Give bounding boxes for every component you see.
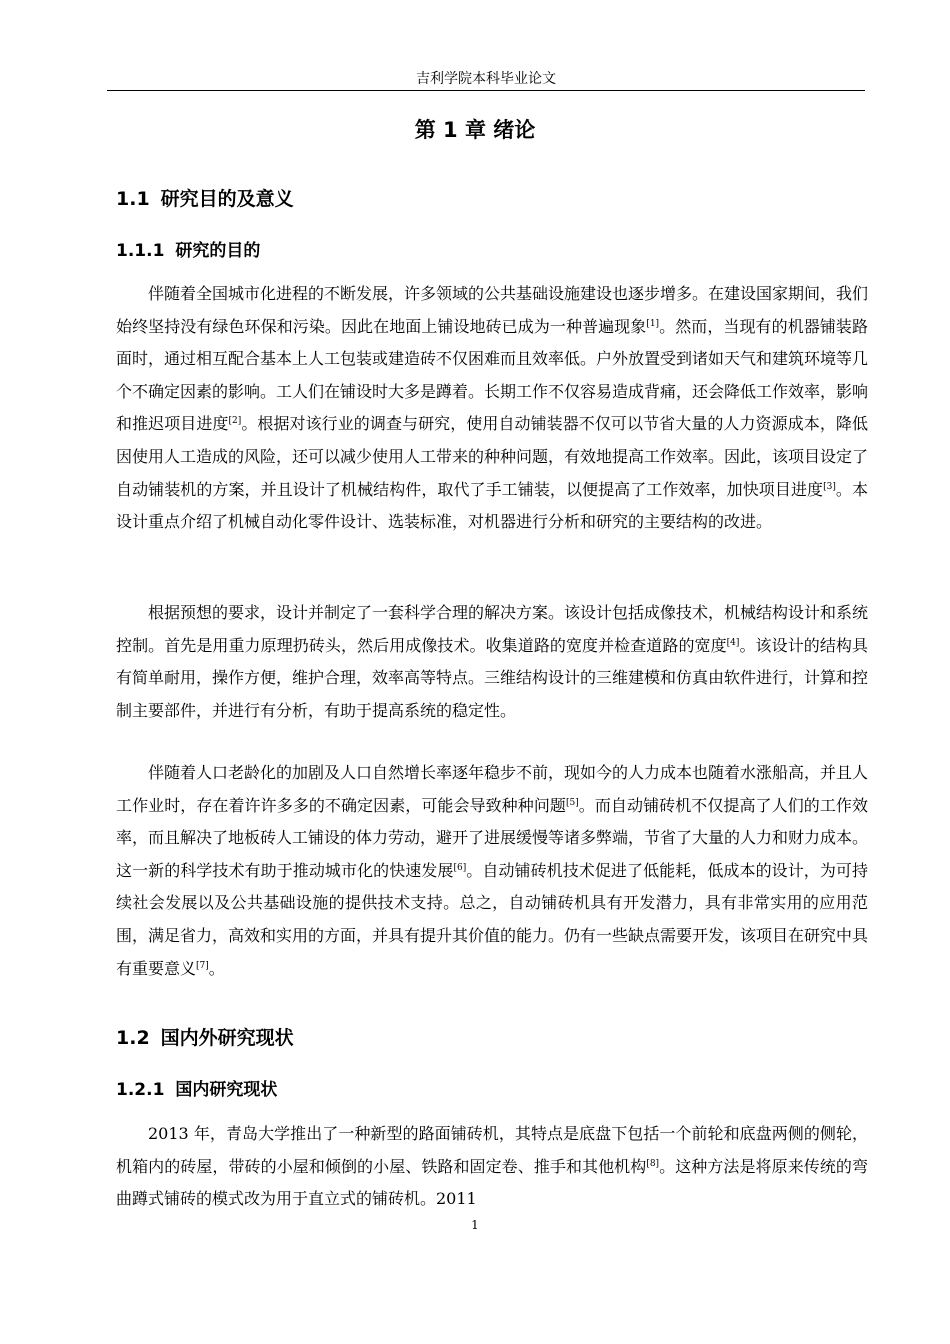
paragraph-text: 。然而，当现有的机器铺装路面时，通过相互配合基本上人工包装或建造砖不仅困难而且效率低。户外放置受到诸如天气和建筑环境等几个不确定因素的影响。工人们在铺设时大多是蹲着。长期工作不仅容易造成背痛，还会降低工作效率，影响和推迟项目进度	[116, 316, 869, 434]
citation-ref[interactable]: [6]	[453, 862, 467, 873]
citation-ref[interactable]: [3]	[823, 481, 836, 492]
section-number: 1.2	[116, 1027, 150, 1049]
section-number: 1.1	[116, 188, 150, 210]
body-paragraph-4	[116, 1118, 868, 1216]
page-number: 1	[471, 1218, 479, 1232]
citation-ref[interactable]: [1]	[646, 318, 660, 329]
paragraph-text: 。本设计重点介绍了机械自动化零件设计、选装标准，对机器进行分析和研究的主要结构的改进。	[116, 479, 868, 532]
section-title: 国内外研究现状	[160, 1027, 294, 1049]
paragraph-text: 伴随着全国城市化进程的不断发展，许多领域的公共基础设施建设也逐步增多。在建设国家期间，我们始终坚持没有绿色环保和污染。因此在地面上铺设地砖已成为一种普遍现象	[116, 284, 869, 336]
chapter-title: 第 1 章 绪论	[414, 118, 536, 142]
subsection-heading-1-2-1	[116, 1078, 277, 1102]
paragraph-text: 。自动铺砖机技术促进了低能耗，低成本的设计，为可持续社会发展以及公共基础设施的提供技术支持。总之，自动铺砖机具有开发潜力，具有非常实用的应用范围，满足省力，高效和实用的方面，并具有提升其价值的能力。仍有一些缺点需要开发，该项目在研究中具有重要意义	[116, 860, 869, 978]
section-heading-1-1	[116, 186, 294, 212]
header-rule	[107, 90, 865, 91]
citation-ref[interactable]: [7]	[196, 960, 209, 971]
citation-ref[interactable]: [2]	[228, 416, 242, 427]
paragraph-text: 根据预想的要求，设计并制定了一套科学合理的解决方案。该设计包括成像技术，机械结构设计和系统控制。首先是用重力原理扔砖头，然后用成像技术。收集道路的宽度并检查道路的宽度	[116, 603, 869, 655]
section-title: 研究目的及意义	[160, 188, 294, 210]
subsection-number: 1.1.1	[116, 241, 165, 261]
citation-ref[interactable]: [4]	[726, 637, 740, 648]
subsection-number: 1.2.1	[116, 1080, 165, 1100]
body-paragraph-2	[116, 597, 868, 727]
subsection-title: 国内研究现状	[175, 1080, 278, 1100]
body-paragraph-3	[116, 757, 868, 985]
subsection-title: 研究的目的	[175, 241, 261, 261]
paragraph-text: 2013 年，青岛大学推出了一种新型的路面铺砖机，其特点是底盘下包括一个前轮和底盘两侧的侧轮，机箱内的砖屋，带砖的小屋和倾倒的小屋、铁路和固定卷、推手和其他机构	[116, 1124, 868, 1176]
subsection-heading-1-1-1	[116, 239, 260, 263]
body-paragraph-1	[116, 278, 868, 539]
paragraph-text: 。这种方法是将原来传统的弯曲蹲式铺砖的模式改为用于直立式的铺砖机。2011	[116, 1156, 868, 1209]
paragraph-text: 。根据对该行业的调查与研究，使用自动铺装器不仅可以节省大量的人力资源成本，降低因使用人工造成的风险，还可以减少使用人工带来的种种问题，有效地提高工作效率。因此，该项目设定了自动铺装机的方案，并且设计了机械结构件，取代了手工铺装，以便提高了工作效率，加快项目进度	[116, 414, 869, 499]
paragraph-text: 伴随着人口老龄化的加剧及人口自然增长率逐年稳步不前，现如今的人力成本也随着水涨船高，并且人工作业时，存在着许许多多的不确定因素，可能会导致种种问题	[116, 763, 869, 815]
section-heading-1-2	[116, 1025, 294, 1051]
paragraph-text: 。	[208, 958, 225, 978]
paragraph-text: 。而自动铺砖机不仅提高了人们的工作效率，而且解决了地板砖人工铺设的体力劳动，避开了进展缓慢等诸多弊端，节省了大量的人力和财力成本。这一新的科学技术有助于推动城市化的快速发展	[116, 795, 869, 880]
citation-ref[interactable]: [8]	[646, 1158, 660, 1169]
citation-ref[interactable]: [5]	[565, 797, 579, 808]
running-header: 吉利学院本科毕业论文	[416, 71, 556, 87]
paragraph-text: 。该设计的结构具有简单耐用，操作方便，维护合理，效率高等特点。三维结构设计的三维建模和仿真由软件进行，计算和控制主要部件，并进行有分析，有助于提高系统的稳定性。	[116, 635, 869, 720]
